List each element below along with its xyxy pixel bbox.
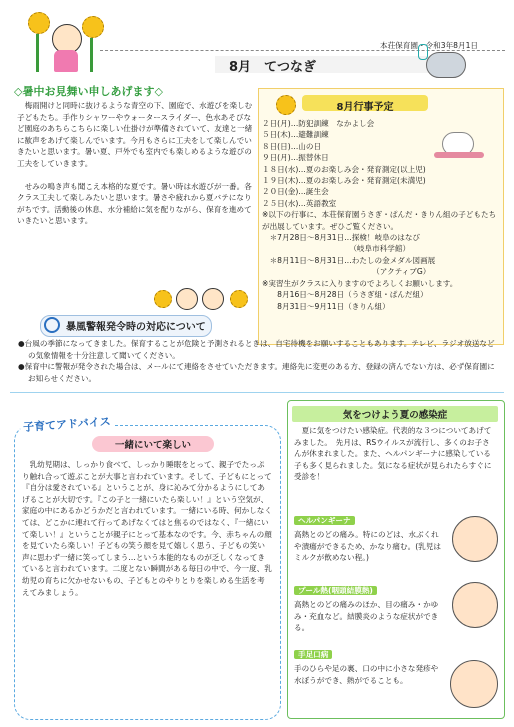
schedule-note: 8月31日～9月11日（きりん組）: [262, 301, 390, 311]
health-title: 気をつけよう夏の感染症: [342, 410, 448, 421]
swirl-icon: [44, 317, 60, 333]
schedule-note: ＊7月28日～8月31日…探検！岐阜のはなび: [262, 233, 421, 243]
storm-list: [18, 338, 502, 384]
schedule-note: ※実習生がクラスに入りますのでよろしくお願いします。: [262, 278, 458, 288]
header-org-date: 本荘保育園・令和3年8月1日: [380, 41, 479, 50]
page-title: 8月 てつなぎ: [229, 60, 317, 75]
disease-name: ヘルパンギーナ: [294, 516, 355, 525]
schedule-item: １８日(水)…夏のお楽しみ会・発育測定(以上児): [262, 164, 426, 174]
schedule-item: ２日(月)…防犯訓練 なかよし会: [262, 119, 375, 128]
schedule-item: ２５日(水)…英語教室: [262, 198, 337, 208]
schedule-item: １９日(木)…夏のお楽しみ会・発育測定(未満児): [262, 176, 426, 186]
childcare-heading: 子育てアドバイス: [20, 413, 115, 435]
disease-desc: 手のひらや足の裏、口の中に小さな発疹や水ぼうができ、熱がでることも。: [294, 664, 439, 685]
childcare-paragraph: 乳幼児期は、しっかり食べて、しっかり睡眠をとって、親子でたっぷり触れ合って遊ぶことが大事と言われています。そして、子どもにとって『自分は愛されている』ということが、身に沁みて分かるようにしてあげることが大切です。『この子と一緒にいたら楽しい！』という空気が、家庭の中にあるかどうかだと言われています。一緒にいる時、何かしなくては、どこかに連れて行ってあげなくてはと焦るのではなく、『一緒にいて楽しい！』ということが親子にとって基本なのです。今、赤ちゃんの顔を見ていたら楽しい！子どもの笑う顔を見て嬉しく思う、子どもの笑い声に思わず一緒に笑ってしまう…という本能的なものが乏しくなってきていると言われています。二度とない瞬間がある毎日の中で、今一度、乳幼児の育ちに欠かせないもの、子どもとのやりとりを楽しめる生活を考えてみましょう。: [22, 460, 272, 597]
schedule-item: ２０日(金)…誕生会: [262, 187, 329, 197]
greeting-heading: ◇暑中お見舞い申しあげます◇: [14, 85, 163, 98]
schedule-note: （岐阜市科学館）: [262, 244, 411, 254]
sunflower-icon: [276, 95, 296, 115]
schedule-title: 8月行事予定: [336, 102, 394, 113]
storm-item: ●台風の季節になってきました。保育することが危険と予測されるときは、自宅待機をお願いすることもあります。テレビ、ラジオ放送などの気象情報を十分注意して聞いてください。: [18, 339, 495, 360]
schedule-item: ９日(月)…振替休日: [262, 153, 329, 163]
schedule-note: 8月16日～8月28日（うさぎ組・ぱんだ組）: [262, 290, 428, 300]
sick-child-illustration-1: [452, 516, 498, 562]
elephant-illustration: [418, 44, 476, 82]
schedule-note: ＊8月11日～8月31日…わたしの金メダル図画展: [262, 255, 436, 265]
sunflower-girl-illustration: [22, 6, 110, 76]
sick-child-illustration-2: [452, 582, 498, 628]
schedule-item: ５日(木)…避難訓練: [262, 130, 329, 140]
greeting-paragraph-2: せみの鳴き声も聞こえ本格的な夏です。暑い時は水遊びが一番。各クラス工夫して楽しみたいと思います。暑さや疲れから夏バテになりがちです。活動後の休息、水分補給に気を配りながら、保育を進めていきたいと思います。: [17, 181, 252, 226]
storm-item: ●保育中に警報が発令された場合は、メールにて連絡をさせていただきます。連絡先に変更のある方、登録の済んでない方は、必ず保育園にお知らせください。: [18, 362, 495, 383]
rabbit-illustration: [432, 122, 486, 162]
disease-desc: 高熱とのどの痛みのほか、目の痛み・かゆみ・充血など。結膜炎のような症状ができる。: [294, 600, 439, 633]
disease-name: プール熱(咽頭結膜熱): [294, 586, 377, 595]
sick-child-illustration-3: [450, 660, 498, 708]
disease-name: 手足口病: [294, 650, 332, 659]
storm-divider: [10, 392, 504, 393]
schedule-note: （アクティブG）: [262, 267, 431, 277]
childcare-subtitle: 一緒にいて楽しい: [114, 440, 191, 451]
greeting-paragraph-1: 梅雨開けと同時に抜けるような青空の下、園庭で、水遊びを楽しむ子どもたち。手作りシャワーやウォータースライダー、色水あそびなど園庭のあちらこちらに楽しい仕掛けが準備されていて、友達と一緒に歓声をあげて楽しんでいます。今月もさらに工夫をして楽しんでいきたいと思います。暑い夏、戸外でも室内でも楽しめるような遊びの工夫をしていきます。: [17, 101, 253, 168]
childcare-body: [22, 459, 272, 598]
schedule-note: ※以下の行事に、本荘保育園うさぎ・ぱんだ・きりん組の子どもたちが出展しています。ぜひご覧ください。: [262, 210, 497, 231]
storm-title: 暴風警報発令時の対応について: [66, 322, 206, 333]
disease-card-2: [294, 578, 446, 634]
greeting-body: [17, 100, 257, 227]
disease-card-1: [294, 508, 444, 564]
health-intro: 夏に気をつけたい感染症。代表的な３つについてあげてみました。 先月は、RSウイルスが流行し、多くのお子さんが休まれました。また、ヘルパンギーナに感染している子も多く見られました。気になる症状が見られたらすぐに受診を！: [294, 426, 492, 482]
disease-desc: 高熱とのどの痛み。特にのどは、水ぶくれや潰瘍ができるため、かなり痛む。(乳児はミルクが飲めない程。): [294, 530, 441, 563]
disease-card-3: [294, 642, 444, 686]
schedule-item: ８日(日)…山の日: [262, 141, 322, 151]
